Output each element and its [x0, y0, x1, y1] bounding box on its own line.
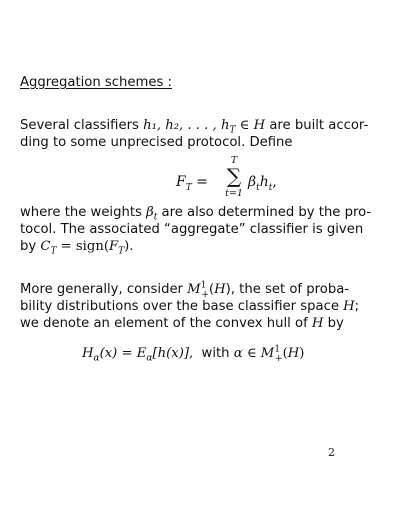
- para1-text: Several classifiers: [20, 118, 144, 133]
- para3-line3: [20, 316, 344, 332]
- math-in: ∈: [235, 118, 254, 133]
- math-sub: t: [268, 182, 273, 193]
- math-hx: [h(x)],: [152, 346, 194, 361]
- para3-line1: [20, 282, 349, 298]
- para1-line1: [20, 118, 368, 134]
- math-sub: T: [118, 246, 125, 257]
- formula-rhs: [248, 174, 277, 193]
- math-calH: H: [214, 282, 226, 297]
- math-sub: T: [185, 182, 192, 193]
- math-in: ∈: [242, 346, 261, 361]
- para3-line2: [20, 299, 359, 315]
- math-sub: T: [229, 125, 236, 136]
- math-sub: t: [256, 182, 260, 193]
- math-sub: +: [201, 289, 209, 300]
- math-sup: 1: [274, 344, 281, 355]
- para3-text: bility distributions over the base classifier space: [20, 299, 344, 314]
- para1-line2: ding to some unprecised protocol. Define: [20, 135, 293, 150]
- math-paren: (: [208, 282, 215, 297]
- para3-text: More generally, consider: [20, 282, 188, 297]
- formula-with: with: [193, 346, 234, 361]
- math-sub: α: [93, 353, 100, 364]
- para2-text: where the weights: [20, 205, 147, 220]
- sum-symbol: ∑: [226, 164, 242, 188]
- para2-line2: tocol. The associated “aggregate” classifier is given: [20, 222, 364, 237]
- para2-text: by: [20, 239, 41, 254]
- para3-text: we denote an element of the convex hull of: [20, 316, 312, 331]
- math-calH: H: [253, 118, 266, 133]
- math-alpha: α: [233, 346, 243, 361]
- math-h: h: [259, 174, 269, 190]
- math-calM: M: [260, 346, 275, 361]
- para3-text-end: ;: [354, 299, 360, 314]
- math-calH: H: [343, 299, 355, 314]
- math-paren: ): [299, 346, 305, 361]
- math-classifiers: h₁, h₂, . . . , h: [143, 118, 230, 133]
- math-C: C: [40, 239, 51, 254]
- math-sup: 1: [200, 280, 207, 291]
- math-paren: (: [282, 346, 288, 361]
- formula-halpha: [82, 344, 305, 364]
- math-sub: T: [50, 246, 57, 257]
- math-expect: (x) = E: [99, 346, 147, 361]
- math-sub: α: [146, 353, 153, 364]
- math-eq: =: [191, 174, 208, 190]
- para2-line3: [20, 239, 134, 255]
- para3-text-end: by: [323, 316, 344, 331]
- math-F: F: [176, 174, 186, 190]
- math-beta: β: [248, 174, 257, 190]
- math-sub: +: [275, 353, 283, 364]
- sum-upper-limit: T: [230, 155, 238, 166]
- para2-text-end: are also determined by the pro-: [157, 205, 372, 220]
- para2-line1: [20, 205, 371, 221]
- math-comma: ,: [272, 174, 277, 190]
- sum-lower-limit: t=1: [225, 188, 243, 199]
- math-sign: = sign(: [56, 239, 109, 254]
- math-close: ).: [124, 239, 134, 254]
- para1-text-end: are built accor-: [265, 118, 369, 133]
- page-number: 2: [328, 446, 335, 459]
- para3-text-end: ), the set of proba-: [225, 282, 350, 297]
- formula-ft: [176, 155, 336, 210]
- section-heading: Aggregation schemes :: [20, 75, 172, 90]
- math-H: H: [82, 346, 94, 361]
- math-F: F: [108, 239, 119, 254]
- formula-lhs: [176, 174, 208, 193]
- math-calM: M: [187, 282, 201, 297]
- math-sub: t: [153, 212, 158, 223]
- math-beta: β: [146, 205, 154, 220]
- math-calH: H: [311, 316, 324, 331]
- math-calH: H: [287, 346, 300, 361]
